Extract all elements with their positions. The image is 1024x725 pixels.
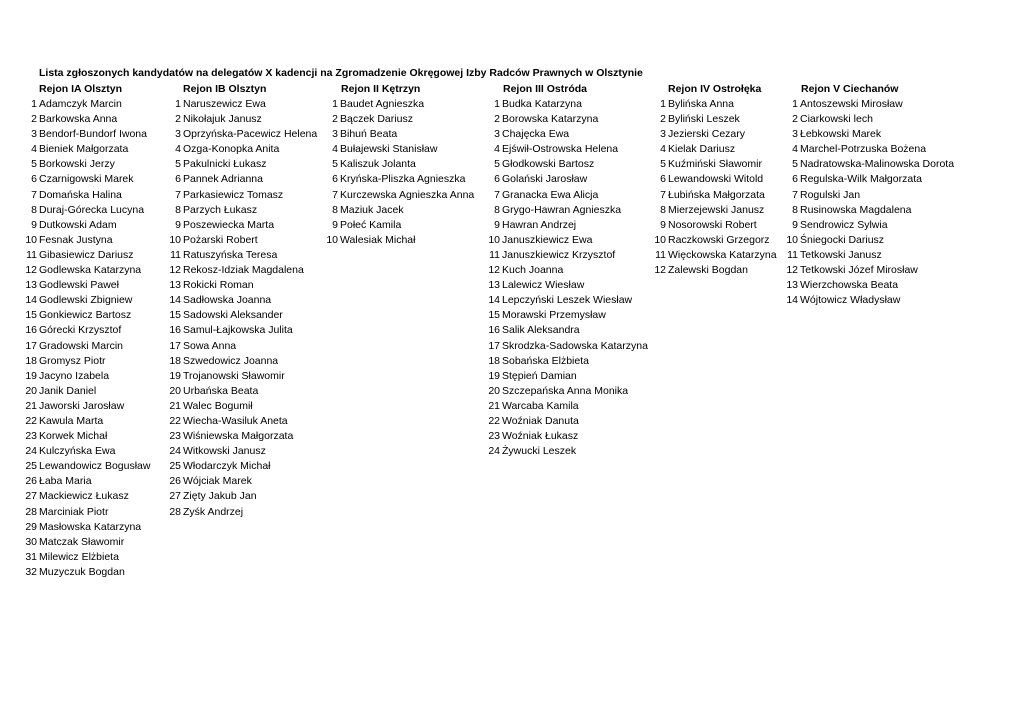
list-item-name: Nadratowska-Malinowska Dorota	[800, 158, 955, 171]
list-item-number: 3	[792, 128, 798, 141]
list-item-number: 24	[169, 445, 181, 458]
list-item-number: 26	[25, 475, 37, 488]
list-item-name: Hawran Andrzej	[502, 218, 577, 231]
list-item-number: 11	[787, 248, 798, 261]
list-item-number: 2	[494, 113, 500, 126]
list-item-name: Walesiak Michał	[340, 233, 416, 246]
list-item-name: Nikołajuk Janusz	[183, 113, 262, 126]
list-item-name: Bułajewski Stanisław	[340, 143, 438, 156]
list-item-number: 13	[25, 279, 37, 292]
list-item-name: Fesnak Justyna	[39, 233, 113, 246]
list-item-number: 11	[26, 248, 37, 261]
list-item-name: Jaworski Jarosław	[39, 399, 125, 412]
list-item-number: 30	[25, 535, 37, 548]
list-item-name: Barkowska Anna	[39, 113, 118, 126]
list-item-name: Warcaba Kamila	[502, 399, 579, 412]
list-item-name: Salik Aleksandra	[502, 324, 580, 337]
list-item-name: Kaliszuk Jolanta	[340, 158, 416, 171]
list-item-number: 1	[175, 98, 181, 110]
list-item-name: Lewandowicz Bogusław	[39, 460, 151, 473]
list-item-number: 21	[169, 399, 181, 412]
list-item	[0, 127, 1024, 142]
list-item-name: Gonkiewicz Bartosz	[39, 309, 132, 322]
list-item-name: Domańska Halina	[39, 188, 122, 201]
list-item-name: Gibasiewicz Dariusz	[39, 248, 134, 261]
list-item-number: 1	[31, 98, 37, 110]
list-item-name: Połeć Kamila	[340, 218, 402, 231]
list-item-name: Maziuk Jacek	[340, 203, 404, 216]
list-item-number: 10	[488, 233, 500, 246]
list-item-name: Januszkiewicz Ewa	[502, 233, 593, 246]
list-item-name: Zięty Jakub Jan	[183, 490, 257, 503]
list-item-number: 27	[169, 490, 181, 503]
list-item-number: 27	[25, 490, 37, 503]
list-item-name: Walec Bogumił	[183, 399, 253, 412]
list-item-number: 6	[792, 173, 798, 186]
list-item	[0, 248, 1024, 263]
list-item-number: 15	[169, 309, 181, 322]
list-item-name: Bihuń Beata	[340, 128, 398, 141]
list-item-name: Wierzchowska Beata	[800, 279, 899, 292]
list-item-name: Rekosz-Idziak Magdalena	[183, 264, 304, 277]
list-item-name: Zalewski Bogdan	[668, 264, 748, 277]
list-item-number: 2	[792, 113, 798, 126]
list-item-name: Żywucki Leszek	[502, 445, 577, 458]
list-item-number: 8	[792, 203, 798, 216]
list-item-number: 17	[25, 339, 37, 352]
list-item	[0, 429, 1024, 444]
list-item-name: Skrodzka-Sadowska Katarzyna	[502, 339, 648, 352]
list-item-name: Kawula Marta	[39, 414, 104, 427]
list-item-number: 19	[488, 369, 500, 382]
list-item	[0, 565, 1024, 580]
list-item-name: Włodarczyk Michał	[183, 460, 271, 473]
list-item-name: Nosorowski Robert	[668, 218, 757, 231]
list-item-number: 21	[488, 399, 500, 412]
list-item-name: Tetkowski Józef Mirosław	[800, 264, 918, 277]
list-item-number: 25	[25, 460, 37, 473]
list-item	[0, 505, 1024, 520]
list-item-number: 10	[786, 233, 798, 246]
list-item-number: 12	[786, 264, 798, 277]
list-item	[0, 414, 1024, 429]
list-item-number: 9	[332, 218, 338, 231]
list-item-number: 9	[175, 218, 181, 231]
list-item	[0, 203, 1024, 218]
list-item-number: 4	[31, 143, 37, 156]
list-item-number: 3	[175, 128, 181, 141]
list-item-number: 23	[169, 430, 181, 443]
list-item	[0, 293, 1024, 308]
list-item-name: Raczkowski Grzegorz	[668, 233, 770, 246]
list-item-name: Masłowska Katarzyna	[39, 520, 142, 533]
list-item-name: Łebkowski Marek	[800, 128, 882, 141]
list-item-name: Milewicz Elżbieta	[39, 550, 119, 563]
list-item-name: Kurczewska Agnieszka Anna	[340, 188, 475, 201]
list-item-number: 1	[792, 98, 798, 110]
list-item-number: 22	[25, 414, 37, 427]
list-item-number: 9	[494, 218, 500, 231]
list-item-name: Trojanowski Sławomir	[183, 369, 285, 382]
list-item-number: 1	[494, 98, 500, 110]
list-item-number: 3	[31, 128, 37, 141]
list-item-name: Bylińska Anna	[668, 98, 734, 110]
list-item-number: 5	[494, 158, 500, 171]
list-item-number: 2	[332, 113, 338, 126]
list-item-number: 11	[655, 248, 666, 261]
list-item-name: Głodkowski Bartosz	[502, 158, 595, 171]
list-item	[0, 308, 1024, 323]
list-item-number: 22	[488, 414, 500, 427]
list-item	[0, 354, 1024, 369]
list-item-number: 13	[786, 279, 798, 292]
list-item-name: Marciniak Piotr	[39, 505, 109, 518]
list-item	[0, 339, 1024, 354]
list-item-number: 19	[25, 369, 37, 382]
list-item-number: 5	[792, 158, 798, 171]
list-item-name: Dutkowski Adam	[39, 218, 117, 231]
list-item-number: 20	[169, 384, 181, 397]
list-item-number: 23	[488, 430, 500, 443]
list-item-number: 12	[169, 264, 181, 277]
list-item-name: Poszewiecka Marta	[183, 218, 275, 231]
list-item-number: 28	[169, 505, 181, 518]
list-item-name: Kuch Joanna	[502, 264, 564, 277]
list-item-number: 17	[488, 339, 500, 352]
list-item-number: 18	[25, 354, 37, 367]
list-item-number: 3	[660, 128, 666, 141]
list-item-name: Matczak Sławomir	[39, 535, 125, 548]
list-item	[0, 384, 1024, 399]
list-item-name: Łaba Maria	[39, 475, 92, 488]
list-item-name: Wiecha-Wasiluk Aneta	[183, 414, 288, 427]
list-item-number: 4	[175, 143, 181, 156]
list-item-number: 1	[332, 98, 338, 110]
list-item-number: 31	[25, 550, 37, 563]
list-item-number: 6	[31, 173, 37, 186]
list-item-number: 1	[660, 98, 666, 110]
list-item-name: Janik Daniel	[39, 384, 97, 397]
list-item-number: 13	[169, 279, 181, 292]
list-item-number: 13	[488, 279, 500, 292]
list-item-name: Bieniek Małgorzata	[39, 143, 129, 156]
list-item-number: 20	[25, 384, 37, 397]
list-item-number: 12	[654, 264, 666, 277]
list-item-number: 24	[25, 445, 37, 458]
region-header: Rejon III Ostróda	[503, 83, 588, 95]
list-item	[0, 233, 1024, 248]
list-item-name: Mierzejewski Janusz	[668, 203, 765, 216]
list-item-number: 6	[332, 173, 338, 186]
list-item-number: 3	[332, 128, 338, 141]
list-item-number: 6	[494, 173, 500, 186]
list-item-number: 8	[660, 203, 666, 216]
list-item-name: Borkowski Jerzy	[39, 158, 115, 171]
list-item-name: Szczepańska Anna Monika	[502, 384, 629, 397]
list-item	[0, 550, 1024, 565]
list-item-number: 23	[25, 430, 37, 443]
list-item	[0, 520, 1024, 535]
list-item-name: Marchel-Potrzuska Bożena	[800, 143, 927, 156]
list-item-number: 29	[25, 520, 37, 533]
list-item-name: Bendorf-Bundorf Iwona	[39, 128, 147, 141]
list-item-name: Więckowska Katarzyna	[668, 248, 777, 261]
list-item-number: 4	[332, 143, 338, 156]
list-item-name: Godlewski Paweł	[39, 279, 119, 292]
list-item-name: Jezierski Cezary	[668, 128, 746, 141]
list-item-number: 7	[792, 188, 798, 201]
list-item	[0, 263, 1024, 278]
list-item-name: Ozga-Konopka Anita	[183, 143, 280, 156]
list-item-name: Januszkiewicz Krzysztof	[502, 248, 616, 261]
list-item-name: Woźniak Łukasz	[502, 430, 579, 443]
list-item-number: 12	[25, 264, 37, 277]
list-item-name: Lepczyński Leszek Wiesław	[502, 294, 633, 307]
list-item-number: 28	[25, 505, 37, 518]
list-item-name: Rusinowska Magdalena	[800, 203, 912, 216]
list-item-name: Samul-Łajkowska Julita	[183, 324, 293, 337]
list-item-name: Kulczyńska Ewa	[39, 445, 116, 458]
list-item-number: 7	[332, 188, 338, 201]
list-item-name: Urbańska Beata	[183, 384, 259, 397]
list-item-name: Grygo-Hawran Agnieszka	[502, 203, 622, 216]
list-item	[0, 112, 1024, 127]
list-item	[0, 157, 1024, 172]
list-item-number: 26	[169, 475, 181, 488]
list-item-number: 24	[488, 445, 500, 458]
list-item	[0, 459, 1024, 474]
list-item-number: 2	[660, 113, 666, 126]
list-item-name: Duraj-Górecka Lucyna	[39, 203, 145, 216]
list-item-number: 2	[31, 113, 37, 126]
list-item-name: Zyśk Andrzej	[183, 505, 244, 518]
list-item-number: 7	[31, 188, 37, 201]
list-item-number: 21	[25, 399, 37, 412]
list-item-number: 14	[169, 294, 181, 307]
list-item-name: Śniegocki Dariusz	[800, 233, 885, 246]
list-item-name: Godlewski Zbigniew	[39, 294, 133, 307]
list-item-number: 7	[175, 188, 181, 201]
list-item	[0, 323, 1024, 338]
list-item-number: 7	[660, 188, 666, 201]
list-item-number: 9	[660, 218, 666, 231]
list-item-name: Wójtowicz Władysław	[800, 294, 901, 307]
list-item-number: 8	[175, 203, 181, 216]
list-item-name: Mackiewicz Łukasz	[39, 490, 129, 503]
list-item-number: 15	[25, 309, 37, 322]
list-item-number: 5	[175, 158, 181, 171]
list-item-number: 9	[792, 218, 798, 231]
list-item-name: Bączek Dariusz	[340, 113, 413, 126]
list-item-name: Wójciak Marek	[183, 475, 252, 488]
list-item-name: Chajęcka Ewa	[502, 128, 570, 141]
region-header: Rejon IA Olsztyn	[39, 83, 123, 95]
list-item-name: Gromysz Piotr	[39, 354, 106, 367]
list-item-name: Sadłowska Joanna	[183, 294, 272, 307]
list-item-number: 22	[169, 414, 181, 427]
list-item-name: Sadowski Aleksander	[183, 309, 283, 322]
list-item-name: Sowa Anna	[183, 339, 237, 352]
list-item-number: 32	[25, 565, 37, 578]
list-item-number: 5	[31, 158, 37, 171]
list-item	[0, 489, 1024, 504]
list-item-number: 5	[660, 158, 666, 171]
list-item-name: Parzych Łukasz	[183, 203, 258, 216]
list-item	[0, 142, 1024, 157]
list-item	[0, 278, 1024, 293]
list-item-number: 10	[25, 233, 37, 246]
list-item-name: Witkowski Janusz	[183, 445, 266, 458]
list-item-number: 20	[488, 384, 500, 397]
list-item-name: Morawski Przemysław	[502, 309, 606, 322]
list-item-name: Adamczyk Marcin	[39, 98, 122, 110]
list-item-name: Ratuszyńska Teresa	[183, 248, 278, 261]
list-item-name: Oprzyńska-Pacewicz Helena	[183, 128, 318, 141]
list-item-number: 15	[488, 309, 500, 322]
list-item-name: Golański Jarosław	[502, 173, 588, 186]
list-item-name: Kielak Dariusz	[668, 143, 736, 156]
list-item-number: 11	[489, 248, 500, 261]
list-item-number: 6	[660, 173, 666, 186]
list-item-number: 10	[654, 233, 666, 246]
region-header: Rejon IV Ostrołęka	[668, 83, 762, 95]
list-item-number: 18	[488, 354, 500, 367]
document-title: Lista zgłoszonych kandydatów na delegatów X kadencji na Zgromadzenie Okręgowej Izby Radców Prawnych w Olsztynie	[39, 67, 643, 79]
list-item	[0, 444, 1024, 459]
list-item-name: Lalewicz Wiesław	[502, 279, 585, 292]
list-item-number: 9	[31, 218, 37, 231]
list-item-name: Ciarkowski lech	[800, 113, 873, 126]
list-item-number: 5	[332, 158, 338, 171]
list-item-name: Kuźmiński Sławomir	[668, 158, 762, 171]
list-item-number: 14	[25, 294, 37, 307]
list-item-number: 2	[175, 113, 181, 126]
list-item-number: 18	[169, 354, 181, 367]
list-item-name: Pakulnicki Łukasz	[183, 158, 267, 171]
region-header: Rejon II Kętrzyn	[341, 83, 421, 95]
list-item-name: Sobańska Elżbieta	[502, 354, 589, 367]
list-item-name: Antoszewski Mirosław	[800, 98, 903, 110]
list-item	[0, 97, 1024, 112]
list-item-name: Budka Katarzyna	[502, 98, 582, 110]
list-item-name: Czarnigowski Marek	[39, 173, 134, 186]
list-item-number: 11	[170, 248, 181, 261]
list-item	[0, 535, 1024, 550]
list-item-name: Lewandowski Witold	[668, 173, 764, 186]
list-item-number: 6	[175, 173, 181, 186]
list-item-number: 3	[494, 128, 500, 141]
list-item-name: Rogulski Jan	[800, 188, 861, 201]
list-item-name: Ejświł-Ostrowska Helena	[502, 143, 619, 156]
list-item-name: Gradowski Marcin	[39, 339, 124, 352]
list-item-number: 16	[25, 324, 37, 337]
list-item-number: 19	[169, 369, 181, 382]
list-item	[0, 474, 1024, 489]
list-item-name: Baudet Agnieszka	[340, 98, 425, 110]
list-item-name: Byliński Leszek	[668, 113, 740, 126]
list-item-name: Woźniak Danuta	[502, 414, 579, 427]
list-item-name: Naruszewicz Ewa	[183, 98, 266, 110]
list-item-name: Borowska Katarzyna	[502, 113, 599, 126]
list-item-name: Pannek Adrianna	[183, 173, 263, 186]
list-item-name: Rokicki Roman	[183, 279, 254, 292]
list-item-name: Szwedowicz Joanna	[183, 354, 279, 367]
list-item-number: 8	[494, 203, 500, 216]
list-item-number: 4	[660, 143, 666, 156]
list-item-name: Muzyczuk Bogdan	[39, 565, 125, 578]
list-item	[0, 399, 1024, 414]
list-item-number: 8	[31, 203, 37, 216]
list-item-number: 7	[494, 188, 500, 201]
list-item-number: 17	[169, 339, 181, 352]
list-item-number: 12	[488, 264, 500, 277]
list-item	[0, 369, 1024, 384]
list-item-number: 10	[326, 233, 338, 246]
list-item-name: Korwek Michał	[39, 430, 108, 443]
region-header: Rejon IB Olsztyn	[183, 83, 267, 95]
list-item-name: Kryńska-Pliszka Agnieszka	[340, 173, 466, 186]
list-item-name: Pożarski Robert	[183, 233, 258, 246]
list-item-number: 4	[494, 143, 500, 156]
list-item-number: 8	[332, 203, 338, 216]
list-item-name: Stępień Damian	[502, 369, 577, 382]
list-item-number: 25	[169, 460, 181, 473]
list-item-name: Łubińska Małgorzata	[668, 188, 765, 201]
list-item	[0, 172, 1024, 187]
list-item-name: Jacyno Izabela	[39, 369, 110, 382]
list-item-number: 10	[169, 233, 181, 246]
list-item-name: Tetkowski Janusz	[800, 248, 882, 261]
list-item-name: Regulska-Wilk Małgorzata	[800, 173, 922, 186]
list-item	[0, 188, 1024, 203]
list-item-name: Górecki Krzysztof	[39, 324, 122, 337]
list-item-name: Parkasiewicz Tomasz	[183, 188, 284, 201]
list-item-name: Granacka Ewa Alicja	[502, 188, 599, 201]
region-column	[0, 82, 1024, 308]
list-item-number: 16	[488, 324, 500, 337]
list-item	[0, 218, 1024, 233]
list-item-name: Sendrowicz Sylwia	[800, 218, 888, 231]
list-item-name: Wiśniewska Małgorzata	[183, 430, 294, 443]
list-item-number: 14	[488, 294, 500, 307]
list-item-name: Godlewska Katarzyna	[39, 264, 142, 277]
region-header: Rejon V Ciechanów	[801, 83, 899, 95]
list-item-number: 4	[792, 143, 798, 156]
list-item-number: 14	[786, 294, 798, 307]
list-item-number: 16	[169, 324, 181, 337]
